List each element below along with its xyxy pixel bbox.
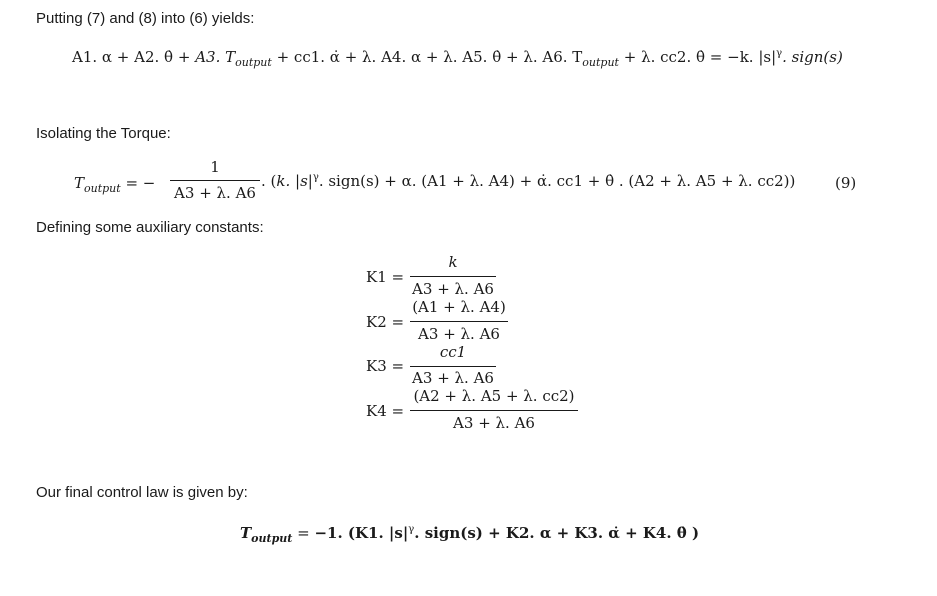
eq1-sub-d: output [582,56,619,69]
paragraph-final: Our final control law is given by: [36,484,248,501]
k2-denominator: A3 + λ. A6 [418,325,500,343]
eq9-rhs-open: . ( [261,172,277,190]
k4-denominator: A3 + λ. A6 [453,414,535,432]
paragraph-putting: Putting (7) and (8) into (6) yields: [36,10,255,27]
k1-numerator: k [448,253,458,271]
k3-fraction-bar [410,366,496,367]
final-equals: = [292,524,315,542]
eq1-part-c: + cc1. α̇ + [271,48,363,66]
k2-label: K2 = [366,313,405,331]
k2-fraction-bar [410,321,508,322]
k3-numerator: cc1 [439,343,467,361]
eq9-lhs [74,174,156,195]
eq1-sub-b: output [235,56,272,69]
k4-fraction-bar [410,410,578,411]
eq1-part-e: + λ. cc2. θ̇ = −k. |s| [618,48,777,66]
eq9-fraction-bar [170,180,260,181]
k3-label: K3 = [366,357,405,375]
final-rhs-b: . sign(s) + K2. α + K3. α̇ + K4. θ̇ ) [414,524,700,542]
eq9-equals: = − [120,174,156,192]
eq9-rhs-sup: γ [312,172,319,183]
final-rhs-sup: γ [408,524,415,535]
k1-denominator: A3 + λ. A6 [412,280,494,298]
equation-combined [72,48,843,69]
eq9-rhs-b: . sign(s) + α. (A1 + λ. A4) + α̇. cc1 + θ̇ . (A2 + λ. A5 + λ. cc2) [318,172,790,190]
k4-numerator: (A2 + λ. A5 + λ. cc2) [413,387,575,405]
final-control-law [240,524,700,545]
final-lhs-sub: output [251,532,293,545]
k1-label: K1 = [366,268,405,286]
eq9-rhs [261,172,795,190]
eq9-denominator: A3 + λ. A6 [174,184,256,202]
final-rhs-a: −1. (K1. |s| [314,524,409,542]
eq9-lhs-t: T [74,174,85,192]
paragraph-defining: Defining some auxiliary constants: [36,219,264,236]
final-lhs-t: T [240,524,252,542]
eq1-part-b: A3. T [195,48,236,66]
eq1-part-d: λ. A4. α + λ. A5. θ̇ + λ. A6. T [362,48,583,66]
k2-numerator: (A1 + λ. A4) [412,298,506,316]
eq9-numerator: 1 [210,158,220,176]
eq9-lhs-sub: output [84,182,121,195]
paragraph-isolating: Isolating the Torque: [36,125,171,142]
k3-denominator: A3 + λ. A6 [412,369,494,387]
equation-number-9: (9) [835,174,857,192]
eq9-rhs-a: k. |s| [276,172,313,190]
eq1-part-a: A1. α + A2. θ̇ + [72,48,196,66]
k4-label: K4 = [366,402,405,420]
eq1-sup-e: γ [776,48,783,59]
eq1-part-f: . sign(s) [782,48,843,66]
k1-fraction-bar [410,276,496,277]
eq9-rhs-close: ) [789,172,796,190]
